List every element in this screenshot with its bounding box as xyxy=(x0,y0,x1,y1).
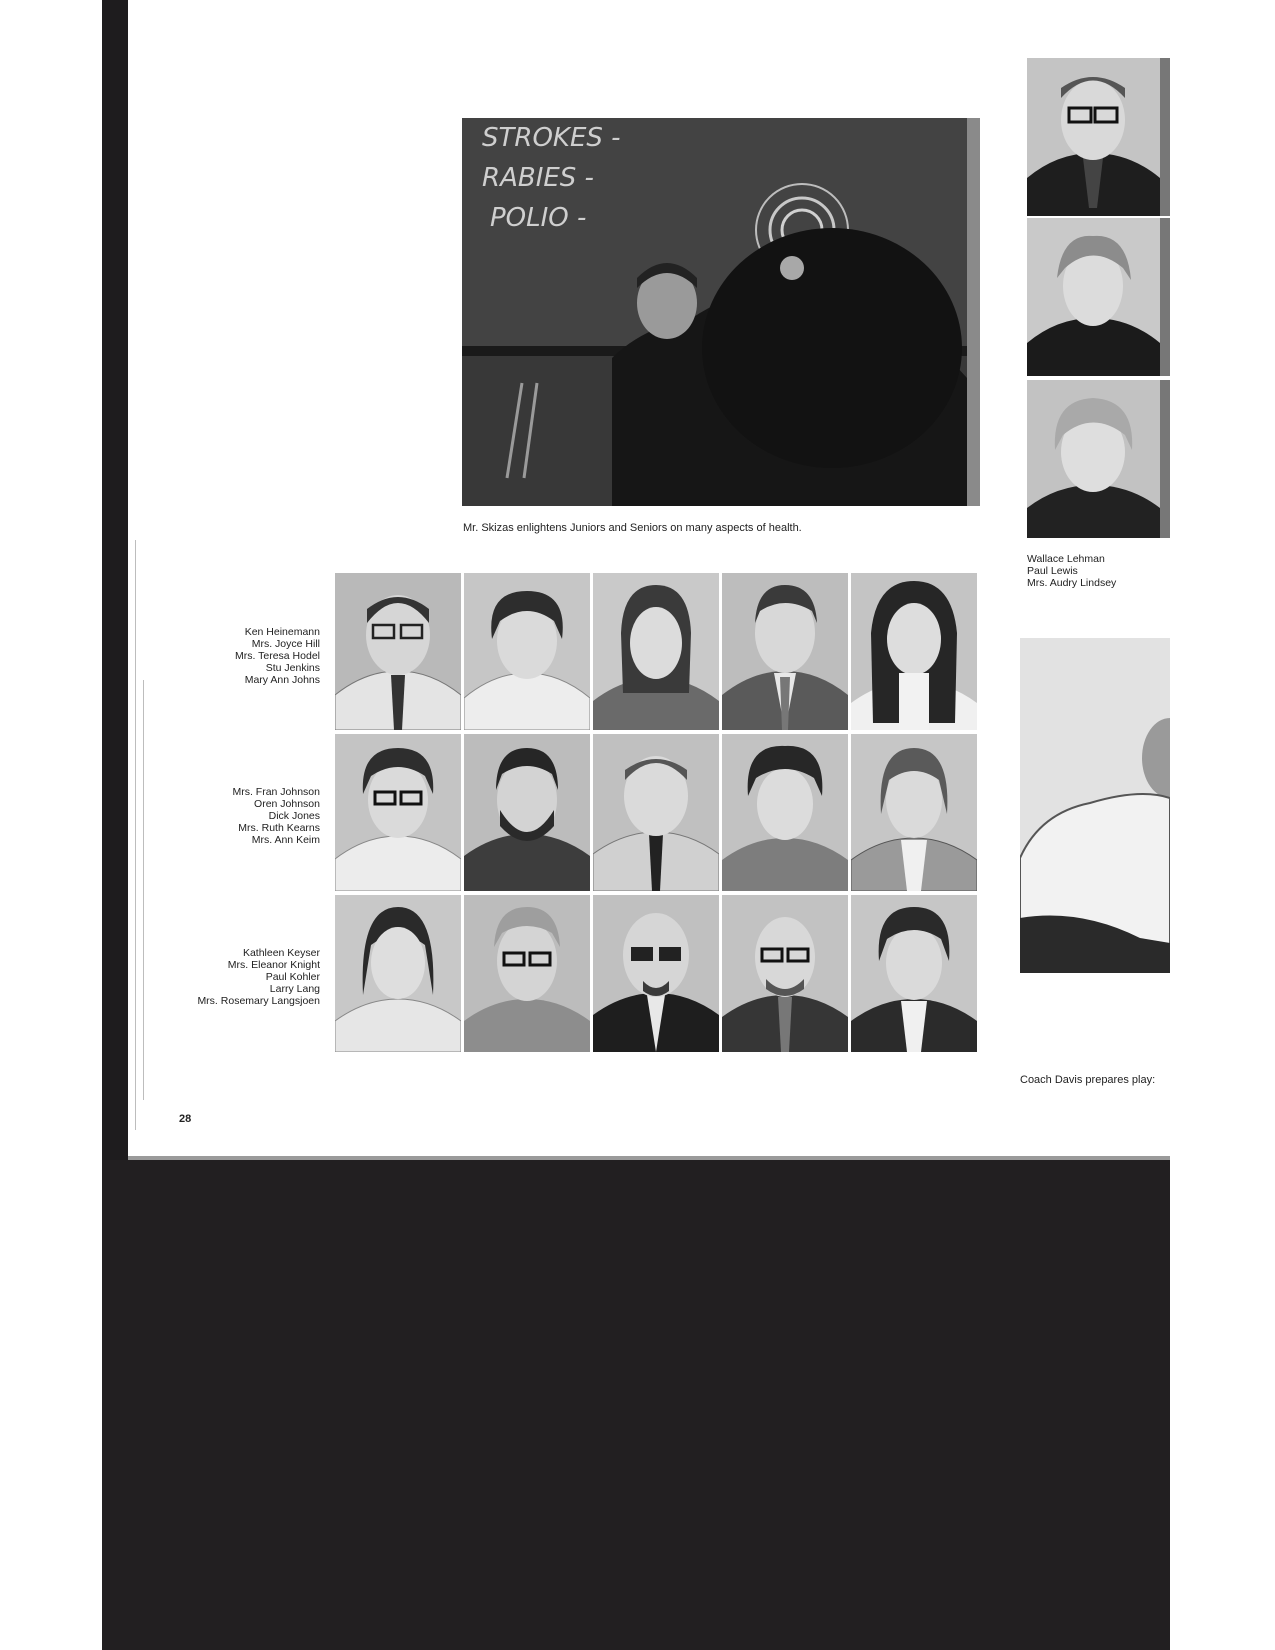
portrait-fran-johnson xyxy=(335,734,461,891)
name-label: Mrs. Teresa Hodel xyxy=(234,650,320,662)
portrait-stu-jenkins xyxy=(722,573,848,730)
name-label: Mrs. Eleanor Knight xyxy=(227,959,320,971)
name-label: Paul Kohler xyxy=(265,971,320,983)
name-label: Wallace Lehman xyxy=(1027,553,1105,565)
portrait-ken-heinemann xyxy=(335,573,461,730)
scan-bottom-border xyxy=(102,1160,1170,1650)
name-label: Mrs. Joyce Hill xyxy=(251,638,320,650)
name-label: Mrs. Fran Johnson xyxy=(232,786,320,798)
portrait-ruth-kearns xyxy=(722,734,848,891)
name-label: Mary Ann Johns xyxy=(244,674,320,686)
name-label: Mrs. Ruth Kearns xyxy=(238,822,320,834)
portrait-paul-lewis xyxy=(1027,218,1160,376)
main-photo-caption: Mr. Skizas enlightens Juniors and Seniors on many aspects of health. xyxy=(463,522,802,534)
board-line-1: STROKES - xyxy=(482,123,621,153)
name-label: Mrs. Ann Keim xyxy=(251,834,320,846)
portrait-oren-johnson xyxy=(464,734,590,891)
page-number: 28 xyxy=(179,1113,192,1125)
board-line-3: POLIO - xyxy=(490,203,587,233)
right-name-list xyxy=(1027,553,1116,589)
portrait-paul-kohler xyxy=(593,895,719,1052)
name-label: Dick Jones xyxy=(268,810,320,822)
cropped-photo-edge xyxy=(1160,218,1170,376)
name-label: Larry Lang xyxy=(269,983,320,995)
board-line-2: RABIES - xyxy=(482,163,594,193)
cropped-photo-edge xyxy=(1160,380,1170,538)
name-label: Oren Johnson xyxy=(254,798,320,810)
cropped-photo-edge xyxy=(1160,58,1170,216)
page-edge-line xyxy=(128,1156,1170,1160)
portrait-audry-lindsey xyxy=(1027,380,1160,538)
name-label: Kathleen Keyser xyxy=(242,947,320,959)
portrait-wallace-lehman xyxy=(1027,58,1160,216)
portrait-teresa-hodel xyxy=(593,573,719,730)
classroom-photo xyxy=(462,118,980,506)
name-label: Ken Heinemann xyxy=(244,626,320,638)
name-label: Mrs. Audry Lindsey xyxy=(1027,577,1117,589)
name-label: Paul Lewis xyxy=(1027,565,1078,577)
coach-photo-caption: Coach Davis prepares play: xyxy=(1020,1074,1156,1086)
portrait-joyce-hill xyxy=(464,573,590,730)
portrait-mary-ann-johns xyxy=(851,573,977,730)
portrait-eleanor-knight xyxy=(464,895,590,1052)
coach-davis-photo xyxy=(1020,638,1170,998)
faculty-row-3-names xyxy=(180,947,320,1007)
margin-line xyxy=(143,680,144,1100)
portrait-larry-lang xyxy=(722,895,848,1052)
portrait-dick-jones xyxy=(593,734,719,891)
faculty-row-2-names xyxy=(180,786,320,846)
name-label: Mrs. Rosemary Langsjoen xyxy=(197,995,320,1007)
portrait-kathleen-keyser xyxy=(335,895,461,1052)
margin-line xyxy=(135,540,136,1130)
faculty-row-1-names xyxy=(180,626,320,686)
portrait-rosemary-langsjoen xyxy=(851,895,977,1052)
portrait-ann-keim xyxy=(851,734,977,891)
name-label: Stu Jenkins xyxy=(265,662,320,674)
